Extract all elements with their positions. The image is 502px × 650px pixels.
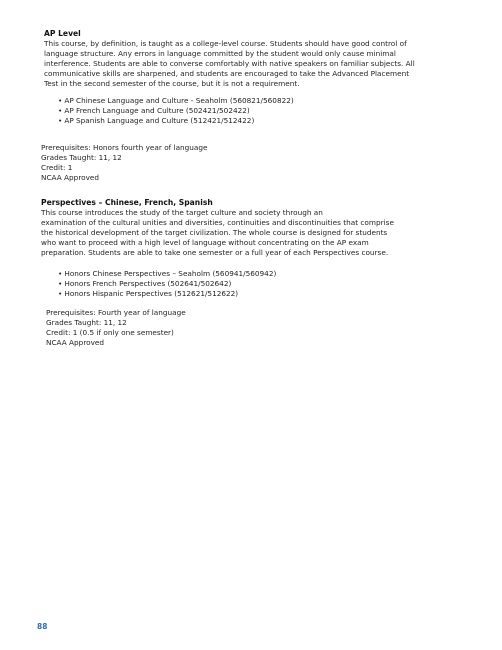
page-number: 88 xyxy=(37,622,48,631)
perspectives-description-line: who want to proceed with a high level of language without concentrating on the AP exam xyxy=(41,237,369,247)
ncaa-text: NCAA Approved xyxy=(41,172,100,182)
list-item xyxy=(58,96,294,106)
prerequisites-text: Prerequisites: Fourth year of language xyxy=(46,308,186,317)
ap-level-heading: AP Level xyxy=(44,29,81,38)
list-item xyxy=(58,289,276,299)
ap-description-line: This course, by definition, is taught as a college-level course. Students should have good control of xyxy=(44,39,407,48)
perspectives-description-line: examination of the cultural unities and diversities, continuities and discontinuities that comprise xyxy=(41,217,394,227)
ap-description-line: language structure. Any errors in language committed by the student would only cause minimal xyxy=(44,48,396,58)
prerequisites-text: Prerequisites: Honors fourth year of language xyxy=(41,143,208,152)
perspectives-description-line: This course introduces the study of the target culture and society through an xyxy=(41,208,323,217)
perspectives-course-list xyxy=(58,269,276,298)
perspectives-description xyxy=(41,208,394,258)
course-name: AP Chinese Language and Culture - Seaholm (560821/560822) xyxy=(64,96,294,105)
ap-description-line: Test in the second semester of the course, but it is not a requirement. xyxy=(44,78,300,88)
ap-level-description xyxy=(44,39,415,89)
course-name: Honors Hispanic Perspectives (512621/512622) xyxy=(64,288,239,298)
perspectives-description-line: the historical development of the target civilization. The whole course is designed for students xyxy=(41,227,388,237)
grades-text: Grades Taught: 11, 12 xyxy=(41,152,122,162)
bullet-icon: • xyxy=(58,269,63,278)
bullet-icon: • xyxy=(58,105,63,115)
bullet-icon: • xyxy=(58,115,63,125)
list-item xyxy=(58,279,276,289)
course-name: AP French Language and Culture (502421/502422) xyxy=(64,105,250,115)
bullet-icon: • xyxy=(58,278,63,288)
list-item xyxy=(58,116,294,126)
ap-description-line: communicative skills are sharpened, and students are encouraged to take the Advanced Placement xyxy=(44,68,410,78)
ap-course-details xyxy=(41,143,208,183)
list-item xyxy=(58,106,294,116)
course-name: AP Spanish Language and Culture (512421/512422) xyxy=(64,115,255,125)
list-item xyxy=(58,269,276,279)
ap-description-line: interference. Students are able to converse comfortably with native speakers on familiar subjects. All xyxy=(44,58,415,68)
course-name: Honors Chinese Perspectives – Seaholm (560941/560942) xyxy=(64,269,277,278)
ncaa-text: NCAA Approved xyxy=(46,337,105,347)
grades-text: Grades Taught: 11, 12 xyxy=(46,317,127,327)
perspectives-heading: Perspectives – Chinese, French, Spanish xyxy=(41,198,213,207)
course-name: Honors French Perspectives (502641/502642) xyxy=(64,278,232,288)
credit-text: Credit: 1 (0.5 if only one semester) xyxy=(46,327,174,337)
perspectives-course-details xyxy=(46,308,186,348)
credit-text: Credit: 1 xyxy=(41,162,73,172)
bullet-icon: • xyxy=(58,96,63,105)
ap-course-list xyxy=(58,96,294,125)
perspectives-description-line: preparation. Students are able to take one semester or a full year of each Perspectives course. xyxy=(41,247,389,257)
bullet-icon: • xyxy=(58,288,63,298)
